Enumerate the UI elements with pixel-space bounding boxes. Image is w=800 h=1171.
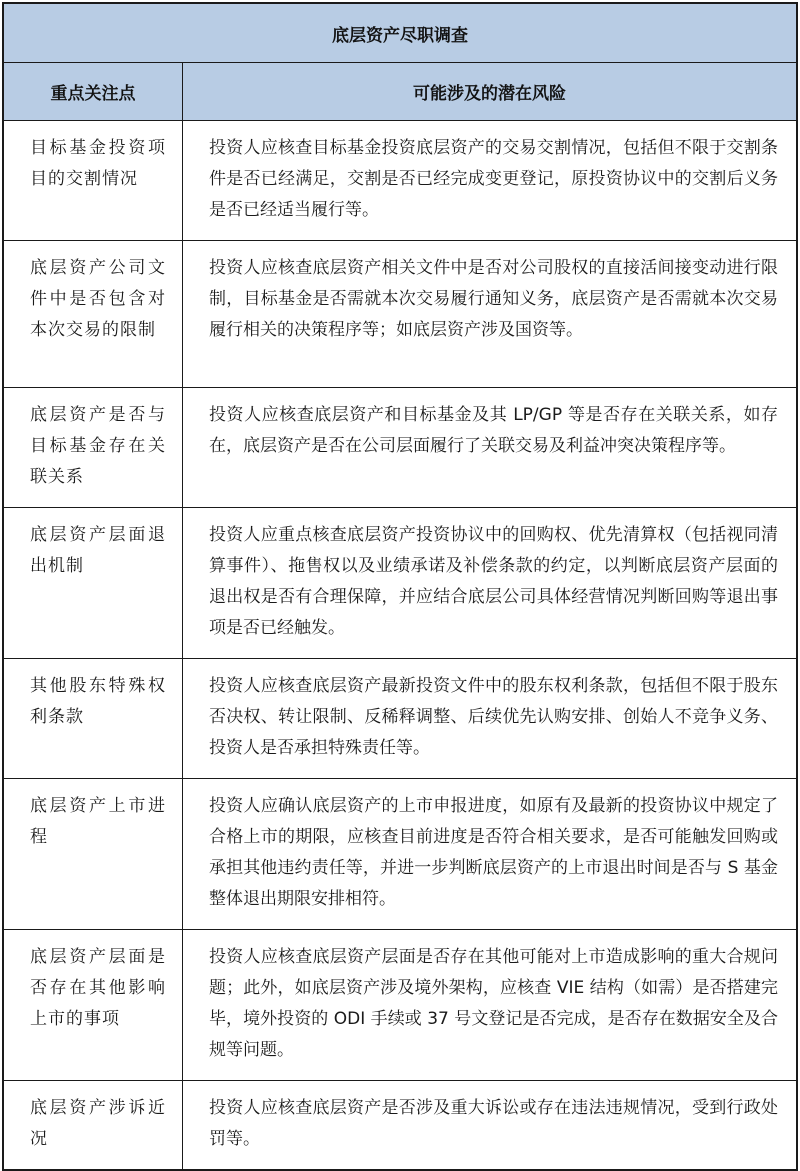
focus-point-cell: 底层资产公司文件中是否包含对本次交易的限制 [4,241,183,388]
focus-point-cell: 底层资产是否与目标基金存在关联关系 [4,388,183,508]
header-row [4,63,797,121]
table-row [4,659,797,779]
focus-point-cell: 底层资产层面退出机制 [4,508,183,659]
focus-point-cell: 底层资产涉诉近况 [4,1081,183,1170]
focus-point-cell: 目标基金投资项目的交割情况 [4,121,183,241]
risk-cell: 投资人应核查目标基金投资底层资产的交易交割情况，包括但不限于交割条件是否已经满足，交割是否已经完成变更登记，原投资协议中的交割后义务是否已经适当履行等。 [183,121,797,241]
table-row [4,508,797,659]
due-diligence-table [2,2,798,1171]
risk-cell: 投资人应核查底层资产相关文件中是否对公司股权的直接活间接变动进行限制，目标基金是否需就本次交易履行通知义务，底层资产是否需就本次交易履行相关的决策程序等；如底层资产涉及国资等。 [183,241,797,388]
risk-cell: 投资人应核查底层资产是否涉及重大诉讼或存在违法违规情况，受到行政处罚等。 [183,1081,797,1170]
risk-cell: 投资人应核查底层资产和目标基金及其 LP/GP 等是否存在关联关系，如存在，底层资产是否在公司层面履行了关联交易及利益冲突决策程序等。 [183,388,797,508]
table-row [4,779,797,930]
table-row [4,241,797,388]
table-row [4,1081,797,1170]
table [3,3,797,1170]
title-row [4,4,797,63]
risk-cell: 投资人应核查底层资产层面是否存在其他可能对上市造成影响的重大合规问题；此外，如底层资产涉及境外架构，应核查 VIE 结构（如需）是否搭建完毕，境外投资的 ODI 手续或 37 号文登记是否完成，是否存在数据安全及合规等问题。 [183,930,797,1081]
risk-cell: 投资人应重点核查底层资产投资协议中的回购权、优先清算权（包括视同清算事件）、拖售权以及业绩承诺及补偿条款的约定，以判断底层资产层面的退出权是否有合理保障，并应结合底层公司具体经营情况判断回购等退出事项是否已经触发。 [183,508,797,659]
risk-cell: 投资人应确认底层资产的上市申报进度，如原有及最新的投资协议中规定了合格上市的期限，应核查目前进度是否符合相关要求，是否可能触发回购或承担其他违约责任等，并进一步判断底层资产的上市退出时间是否与 S 基金整体退出期限安排相符。 [183,779,797,930]
risk-cell: 投资人应核查底层资产最新投资文件中的股东权利条款，包括但不限于股东否决权、转让限制、反稀释调整、后续优先认购安排、创始人不竞争义务、投资人是否承担特殊责任等。 [183,659,797,779]
focus-point-cell: 底层资产层面是否存在其他影响上市的事项 [4,930,183,1081]
column-header-risk: 可能涉及的潜在风险 [183,63,797,121]
table-title: 底层资产尽职调查 [4,4,797,63]
table-row [4,930,797,1081]
focus-point-cell: 其他股东特殊权利条款 [4,659,183,779]
table-row [4,121,797,241]
column-header-focus: 重点关注点 [4,63,183,121]
table-row [4,388,797,508]
focus-point-cell: 底层资产上市进程 [4,779,183,930]
